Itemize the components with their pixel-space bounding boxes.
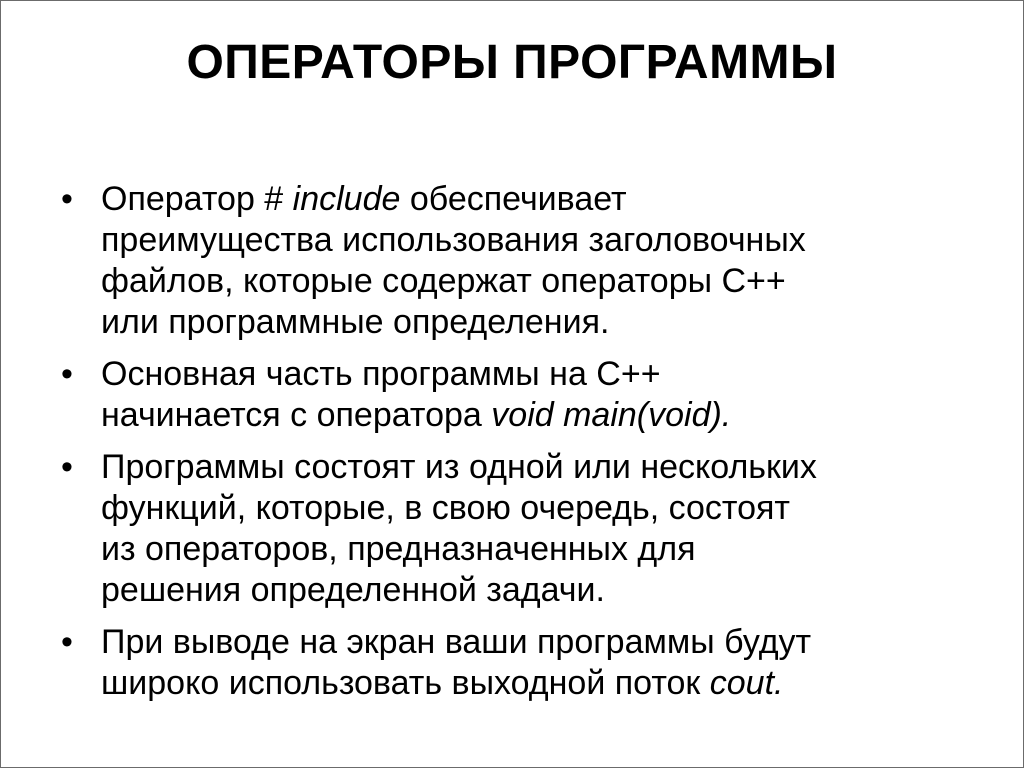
code-term: cout. (709, 664, 784, 702)
text-run: преимущества использования заголовочных (101, 221, 806, 259)
code-term: include (292, 180, 401, 218)
text-run: решения определенной задачи. (101, 571, 605, 609)
bullet-point-icon: • (61, 180, 73, 218)
bullet-item (61, 622, 961, 704)
bullet-text (101, 622, 961, 704)
bullet-point-icon: • (61, 448, 73, 486)
text-run: функций, которые, в свою очередь, состоят (101, 489, 790, 527)
bullet-point-icon: • (61, 623, 73, 661)
bullet-item (61, 354, 961, 436)
text-run: начинается с оператора (101, 396, 492, 434)
bullet-text (101, 179, 961, 343)
bullet-item (61, 447, 961, 611)
text-run: из операторов, предназначенных для (101, 530, 696, 568)
bullet-item (61, 179, 961, 343)
text-run: Программы состоят из одной или нескольких (101, 448, 817, 486)
text-run: Основная часть программы на С++ (101, 355, 661, 393)
bullet-point-icon: • (61, 355, 73, 393)
text-run: Оператор # (101, 180, 293, 218)
text-run: обеспечивает (400, 180, 627, 218)
text-run: широко использовать выходной поток (101, 664, 710, 702)
bullet-text (101, 354, 961, 436)
slide-title: ОПЕРАТОРЫ ПРОГРАММЫ (186, 36, 838, 89)
text-run: или программные определения. (101, 303, 610, 341)
text-run: файлов, которые содержат операторы С++ (101, 262, 786, 300)
bullet-text (101, 447, 961, 611)
code-term: void main(void). (491, 396, 732, 434)
bullet-list (61, 179, 961, 715)
text-run: При выводе на экран ваши программы будут (101, 623, 812, 661)
